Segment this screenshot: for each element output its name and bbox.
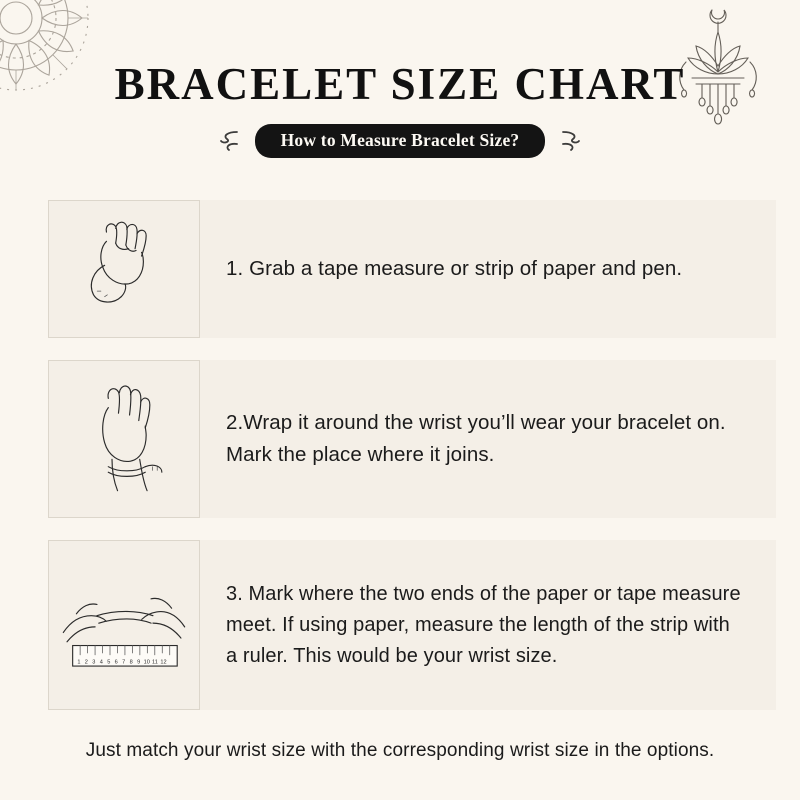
svg-text:1: 1 — [77, 659, 81, 666]
subtitle-pill: How to Measure Bracelet Size? — [255, 124, 546, 158]
svg-text:6: 6 — [114, 659, 118, 666]
step-text-band — [200, 200, 776, 338]
hands-measuring-strip-with-ruler-illustration — [48, 540, 200, 710]
svg-text:2: 2 — [84, 659, 88, 666]
step-text: 3. Mark where the two ends of the paper or tape measure meet. If using paper, measure the length of the strip with a ruler. This would be your wrist size. — [226, 582, 741, 667]
svg-text:12: 12 — [160, 659, 167, 666]
svg-text:3: 3 — [92, 659, 96, 666]
svg-text:9: 9 — [137, 659, 141, 666]
steps-list — [0, 200, 800, 732]
svg-text:4: 4 — [99, 659, 103, 666]
list-item — [0, 200, 800, 338]
page-title: BRACELET SIZE CHART — [114, 59, 686, 109]
svg-text:11: 11 — [152, 659, 158, 666]
step-text-band — [200, 360, 776, 518]
step-text-band — [200, 540, 776, 710]
list-item — [0, 540, 800, 710]
swirl-flourish-icon-left — [217, 128, 243, 154]
svg-text:10: 10 — [143, 659, 150, 666]
svg-text:8: 8 — [129, 659, 133, 666]
footer-note: Just match your wrist size with the corresponding wrist size in the options. — [85, 740, 715, 761]
hand-wrapping-tape-around-wrist-illustration — [48, 360, 200, 518]
svg-text:5: 5 — [107, 659, 111, 666]
svg-text:7: 7 — [122, 659, 126, 666]
subtitle-row — [0, 124, 800, 158]
step-text: 1. Grab a tape measure or strip of paper and pen. — [226, 257, 683, 281]
list-item — [0, 360, 800, 518]
swirl-flourish-icon-right — [557, 128, 583, 154]
hand-with-tape-measure-illustration — [48, 200, 200, 338]
step-text: 2.Wrap it around the wrist you’ll wear your bracelet on. Mark the place where it joins. — [226, 411, 726, 466]
